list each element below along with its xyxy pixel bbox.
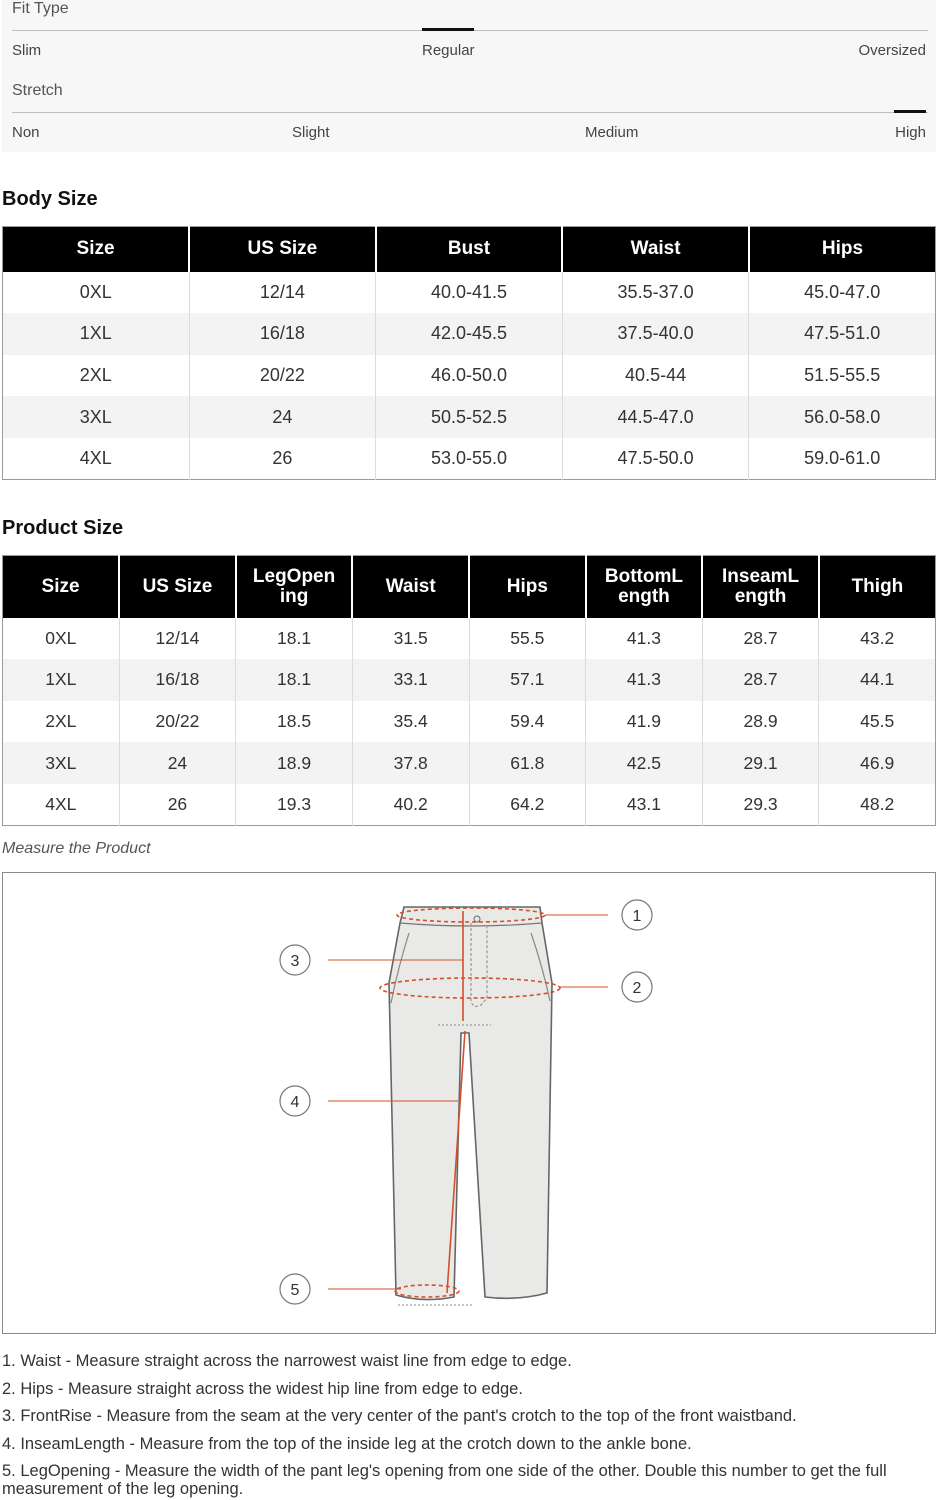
body-size-cell: 1XL — [3, 313, 190, 355]
body-size-header-text: Bust — [447, 238, 491, 260]
product-size-header-cell — [236, 556, 353, 618]
product-size-cell: 24 — [119, 742, 236, 784]
table-row — [3, 438, 936, 480]
table-row — [3, 784, 936, 826]
product-size-header-text: BottomL — [604, 565, 683, 587]
body-size-cell: 42.0-45.5 — [376, 313, 563, 355]
body-size-title: Body Size — [2, 188, 98, 210]
note-waist: 1. Waist - Measure straight across the narrowest waist line from edge to edge. — [2, 1352, 572, 1370]
product-size-cell: 18.5 — [236, 701, 353, 743]
product-size-header-cell — [3, 556, 120, 618]
product-size-cell: 18.1 — [236, 618, 353, 660]
svg-text:3: 3 — [290, 953, 300, 970]
callout-1 — [622, 900, 652, 930]
product-size-cell: 42.5 — [586, 742, 703, 784]
body-size-cell: 46.0-50.0 — [376, 355, 563, 397]
body-size-cell: 47.5-50.0 — [562, 438, 749, 480]
pants-diagram — [3, 873, 935, 1333]
stretch-label-slight: Slight — [292, 124, 330, 141]
body-size-header-cell — [562, 227, 749, 272]
product-size-cell: 29.3 — [702, 784, 819, 826]
product-size-header-cell — [119, 556, 236, 618]
product-size-header-cell — [352, 556, 469, 618]
product-size-cell: 40.2 — [352, 784, 469, 826]
product-size-cell: 48.2 — [819, 784, 936, 826]
body-size-cell: 50.5-52.5 — [376, 396, 563, 438]
body-size-cell: 16/18 — [189, 313, 376, 355]
body-size-cell: 3XL — [3, 396, 190, 438]
product-size-header-text: ength — [734, 585, 787, 607]
body-size-header-text: Waist — [630, 238, 681, 260]
body-size-cell: 2XL — [79, 364, 112, 385]
product-size-header-text: Thigh — [851, 575, 904, 597]
table-row — [3, 272, 936, 314]
body-size-cell: 35.5-37.0 — [562, 272, 749, 314]
product-size-rows — [3, 618, 936, 826]
svg-text:4: 4 — [290, 1094, 300, 1111]
callout-2 — [622, 972, 652, 1002]
fit-type-title: Fit Type — [12, 0, 69, 17]
body-size-cell: 37.5-40.0 — [562, 313, 749, 355]
product-size-cell: 43.1 — [586, 784, 703, 826]
product-size-cell: 26 — [119, 784, 236, 826]
body-size-header-cell — [749, 227, 936, 272]
product-size-header-text: Waist — [385, 575, 436, 597]
product-size-header-text: Size — [41, 575, 80, 597]
product-size-cell: 20/22 — [119, 701, 236, 743]
product-size-header-cell — [586, 556, 703, 618]
product-size-cell: 64.2 — [469, 784, 586, 826]
table-row — [3, 742, 936, 784]
body-size-cell: 24 — [189, 396, 376, 438]
product-size-cell: 19.3 — [236, 784, 353, 826]
product-size-cell: 57.1 — [469, 659, 586, 701]
callout-4 — [280, 1086, 310, 1116]
product-size-title: Product Size — [2, 517, 124, 539]
product-size-cell: 28.9 — [702, 701, 819, 743]
product-size-cell: 45.5 — [819, 701, 936, 743]
product-size-cell: 28.7 — [702, 618, 819, 660]
callout-5 — [280, 1274, 310, 1304]
body-size-rows — [3, 272, 936, 480]
product-size-cell: 35.4 — [352, 701, 469, 743]
body-size-header-text: Size — [76, 238, 115, 260]
product-size-cell: 18.1 — [236, 659, 353, 701]
table-row — [3, 618, 936, 660]
svg-text:5: 5 — [290, 1282, 300, 1299]
body-size-cell: 40.5-44 — [562, 355, 749, 397]
body-size-header-cell — [189, 227, 376, 272]
body-size-cell: 47.5-51.0 — [749, 313, 936, 355]
product-size-cell: 59.4 — [469, 701, 586, 743]
measure-caption: Measure the Product — [2, 840, 151, 857]
product-size-cell: 28.7 — [702, 659, 819, 701]
product-size-cell: 44.1 — [819, 659, 936, 701]
body-size-cell: 0XL — [79, 281, 112, 302]
note-hips: 2. Hips - Measure straight across the widest hip line from edge to edge. — [2, 1380, 523, 1398]
body-size-table — [2, 226, 936, 480]
table-row — [3, 659, 936, 701]
product-size-header-text: US Size — [142, 575, 213, 597]
product-size-header-text: ing — [279, 585, 309, 607]
product-size-cell: 33.1 — [352, 659, 469, 701]
body-size-header-text: US Size — [247, 238, 318, 260]
table-row — [3, 396, 936, 438]
body-size-header-row — [3, 227, 936, 272]
stretch-label-non: Non — [12, 124, 40, 141]
product-size-cell: 16/18 — [119, 659, 236, 701]
product-size-cell: 1XL — [3, 659, 120, 701]
product-size-header-cell — [702, 556, 819, 618]
stretch-label-medium: Medium — [585, 124, 639, 141]
product-size-cell: 61.8 — [469, 742, 586, 784]
product-size-cell: 41.3 — [586, 659, 703, 701]
fit-label-slim: Slim — [12, 42, 42, 59]
body-size-cell: 40.0-41.5 — [376, 272, 563, 314]
note-inseam: 4. InseamLength - Measure from the top of the inside leg at the crotch down to the ankle bone. — [2, 1435, 692, 1453]
body-size-cell: 20/22 — [189, 355, 376, 397]
callout-3 — [280, 945, 310, 975]
product-size-cell: 31.5 — [352, 618, 469, 660]
product-size-header-text: InseamL — [722, 565, 800, 587]
svg-text:1: 1 — [632, 908, 642, 925]
product-size-cell: 2XL — [45, 710, 77, 731]
product-size-cell: 41.3 — [586, 618, 703, 660]
product-size-cell: 55.5 — [469, 618, 586, 660]
product-size-cell: 43.2 — [819, 618, 936, 660]
body-size-cell: 53.0-55.0 — [376, 438, 563, 480]
product-size-header-text: LegOpen — [252, 565, 336, 587]
body-size-cell: 51.5-55.5 — [749, 355, 936, 397]
fit-label-regular: Regular — [422, 42, 475, 59]
product-size-header-cell — [819, 556, 936, 618]
note-front-rise: 3. FrontRise - Measure from the seam at the very center of the pant's crotch to the top of the front waistband. — [2, 1407, 797, 1425]
fit-label-oversized: Oversized — [858, 42, 926, 59]
body-size-cell: 56.0-58.0 — [749, 396, 936, 438]
body-size-header-cell — [376, 227, 563, 272]
svg-text:2: 2 — [632, 980, 642, 997]
product-size-cell: 12/14 — [119, 618, 236, 660]
stretch-indicator — [894, 110, 926, 113]
stretch-track — [12, 112, 928, 113]
body-size-header-text: Hips — [821, 238, 864, 260]
body-size-cell: 59.0-61.0 — [749, 438, 936, 480]
stretch-label-high: High — [895, 124, 926, 141]
product-size-table — [2, 555, 936, 826]
body-size-cell: 44.5-47.0 — [562, 396, 749, 438]
body-size-cell: 45.0-47.0 — [749, 272, 936, 314]
table-row — [3, 355, 936, 397]
product-size-cell: 29.1 — [702, 742, 819, 784]
product-size-cell: 41.9 — [586, 701, 703, 743]
product-size-cell: 18.9 — [236, 742, 353, 784]
product-size-header-text: Hips — [506, 575, 548, 597]
product-size-cell: 0XL — [45, 627, 77, 648]
product-size-header-row — [3, 556, 936, 618]
product-size-cell: 3XL — [3, 742, 120, 784]
note-leg-opening: 5. LegOpening - Measure the width of the pant leg's opening from one side of the other. Double this number to get the full measurement of the leg opening. — [2, 1462, 887, 1498]
body-size-header-cell — [3, 227, 190, 272]
table-row — [3, 313, 936, 355]
body-size-cell: 12/14 — [189, 272, 376, 314]
measure-diagram — [2, 872, 936, 1334]
product-size-header-cell — [469, 556, 586, 618]
body-size-cell: 26 — [189, 438, 376, 480]
fit-stretch-panel — [2, 0, 936, 152]
fit-type-indicator — [422, 28, 474, 31]
product-size-header-text: ength — [618, 585, 670, 607]
body-size-cell: 4XL — [79, 447, 112, 468]
product-size-cell: 4XL — [45, 793, 77, 814]
product-size-cell: 37.8 — [352, 742, 469, 784]
table-row — [3, 701, 936, 743]
stretch-title: Stretch — [12, 82, 63, 99]
product-size-cell: 46.9 — [819, 742, 936, 784]
